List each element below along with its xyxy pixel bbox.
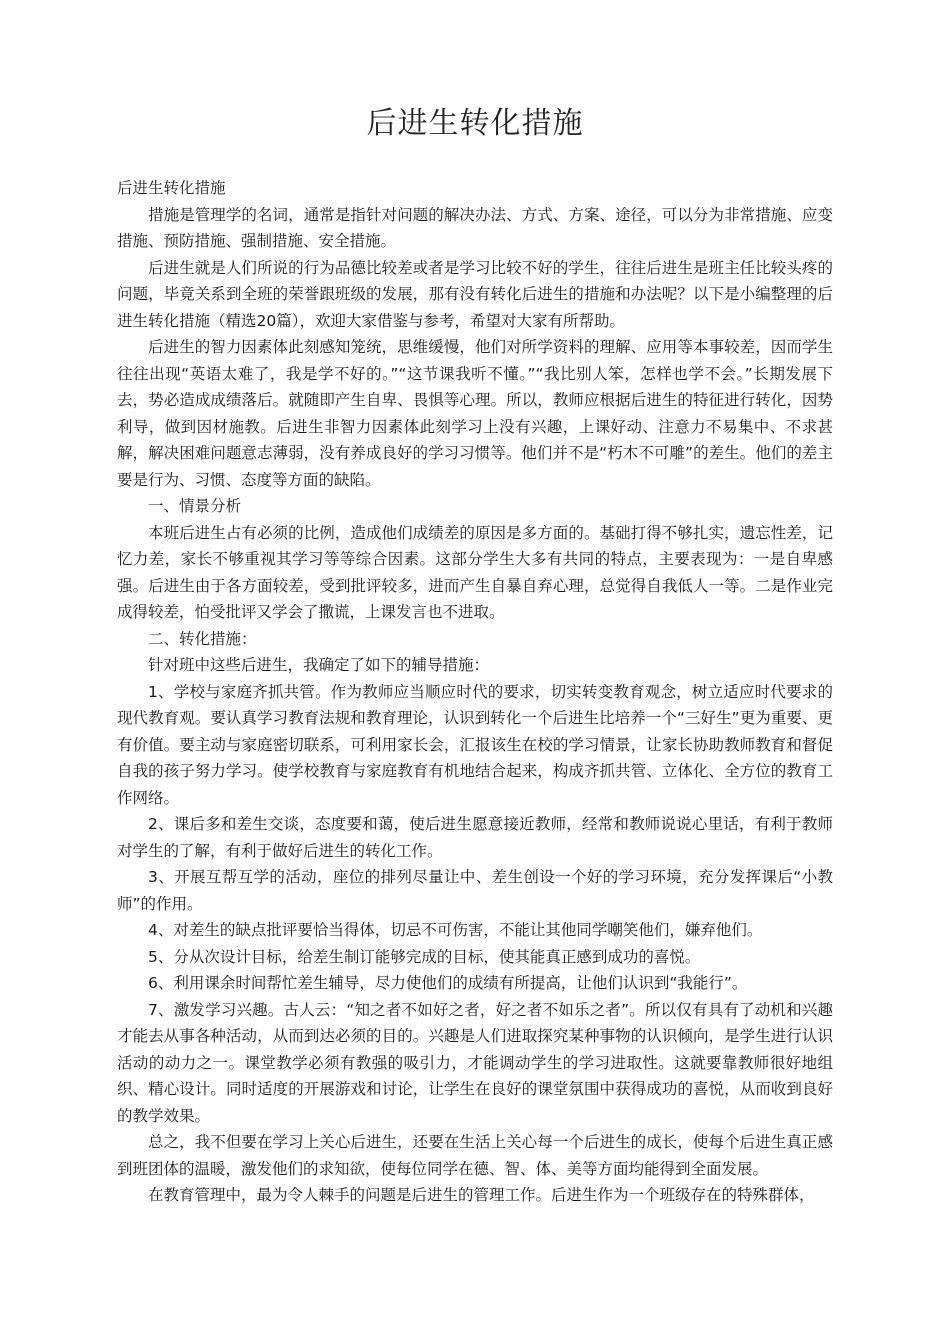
paragraph: 措施是管理学的名词，通常是指针对问题的解决办法、方式、方案、途径，可以分为非常措施、应变措施、预防措施、强制措施、安全措施。 bbox=[117, 205, 833, 250]
paragraph: 总之，我不但要在学习上关心后进生，还要在生活上关心每一个后进生的成长，使每个后进生真正感到班团体的温暖，激发他们的求知欲，使每位同学在德、智、体、美等方面均能得到全面发展。 bbox=[117, 1133, 833, 1178]
paragraph: 6、利用课余时间帮忙差生辅导，尽力使他们的成绩有所提高，让他们认识到“我能行”。 bbox=[148, 974, 748, 992]
paragraph: 2、课后多和差生交谈，态度要和蔼，使后进生愿意接近教师，经常和教师说说心里话，有利于教师对学生的了解，有利于做好后进生的转化工作。 bbox=[117, 815, 833, 860]
paragraph: 3、开展互帮互学的活动，座位的排列尽量让中、差生创设一个好的学习环境，充分发挥课后“小教师”的作用。 bbox=[117, 868, 833, 913]
paragraph: 4、对差生的缺点批评要恰当得体，切忌不可伤害，不能让其他同学嘲笑他们，嫌弃他们。 bbox=[148, 921, 763, 939]
paragraph: 针对班中这些后进生，我确定了如下的辅导措施： bbox=[148, 656, 490, 674]
paragraph: 5、分从次设计目标，给差生制订能够完成的目标，使其能真正感到成功的喜悦。 bbox=[148, 947, 701, 966]
paragraph: 二、转化措施： bbox=[148, 629, 257, 648]
paragraph: 在教育管理中，最为令人棘手的问题是后进生的管理工作。后进生作为一个班级存在的特殊群体， bbox=[148, 1186, 815, 1204]
section-heading: 后进生转化措施 bbox=[117, 179, 226, 197]
paragraph: 一、情景分析 bbox=[148, 497, 242, 515]
document-title: 后进生转化措施 bbox=[366, 106, 584, 141]
paragraph: 后进生的智力因素体此刻感知笼统，思维缓慢，他们对所学资料的理解、应用等本事较差，因而学生往往出现“英语太难了，我是学不好的。”“这节课我听不懂。”“我比别人笨，怎样也学不会。”长期发展下去，势必造成成绩落后。就随即产生自卑、畏惧等心理。所以，教师应根据后进生的特征进行转化，因势利导，做到因材施教。后进生非智力因素体此刻学习上没有兴趣，上课好动、注意力不易集中、不求甚解，解决困难问题意志薄弱，没有养成良好的学习习惯等。他们并不是“朽木不可雕”的差生。他们的差主要是行为、习惯、态度等方面的缺陷。 bbox=[117, 338, 833, 489]
document-body bbox=[117, 175, 833, 1209]
paragraph: 1、学校与家庭齐抓共管。作为教师应当顺应时代的要求，切实转变教育观念，树立适应时代要求的现代教育观。要认真学习教育法规和教育理论，认识到转化一个后进生比培养一个“三好生”更为重要、更有价值。要主动与家庭密切联系，可利用家长会，汇报该生在校的学习情景，让家长协助教师教育和督促自我的孩子努力学习。使学校教育与家庭教育有机地结合起来，构成齐抓共管、立体化、全方位的教育工作网络。 bbox=[117, 682, 833, 807]
paragraph: 7、激发学习兴趣。古人云：“知之者不如好之者，好之者不如乐之者”。所以仅有具有了动机和兴趣才能去从事各种活动，从而到达必须的目的。兴趣是人们进取探究某种事物的认识倾向，是学生进行认识活动的动力之一。课堂教学必须有教强的吸引力，才能调动学生的学习进取性。这就要靠教师很好地组织、精心设计。同时适度的开展游戏和讨论，让学生在良好的课堂氛围中获得成功的喜悦，从而收到良好的教学效果。 bbox=[117, 1000, 833, 1125]
paragraph: 本班后进生占有必须的比例，造成他们成绩差的原因是多方面的。基础打得不够扎实，遗忘性差，记忆力差，家长不够重视其学习等等综合因素。这部分学生大多有共同的特点，主要表现为：一是自卑感强。后进生由于各方面较差，受到批评较多，进而产生自暴自弃心理，总觉得自我低人一等。二是作业完成得较差，怕受批评又学会了撒谎，上课发言也不进取。 bbox=[117, 523, 833, 621]
paragraph: 后进生就是人们所说的行为品德比较差或者是学习比较不好的学生，往往后进生是班主任比较头疼的问题，毕竟关系到全班的荣誉跟班级的发展，那有没有转化后进生的措施和办法呢？以下是小编整理的后进生转化措施（精选20篇），欢迎大家借鉴与参考，希望对大家有所帮助。 bbox=[117, 258, 833, 330]
